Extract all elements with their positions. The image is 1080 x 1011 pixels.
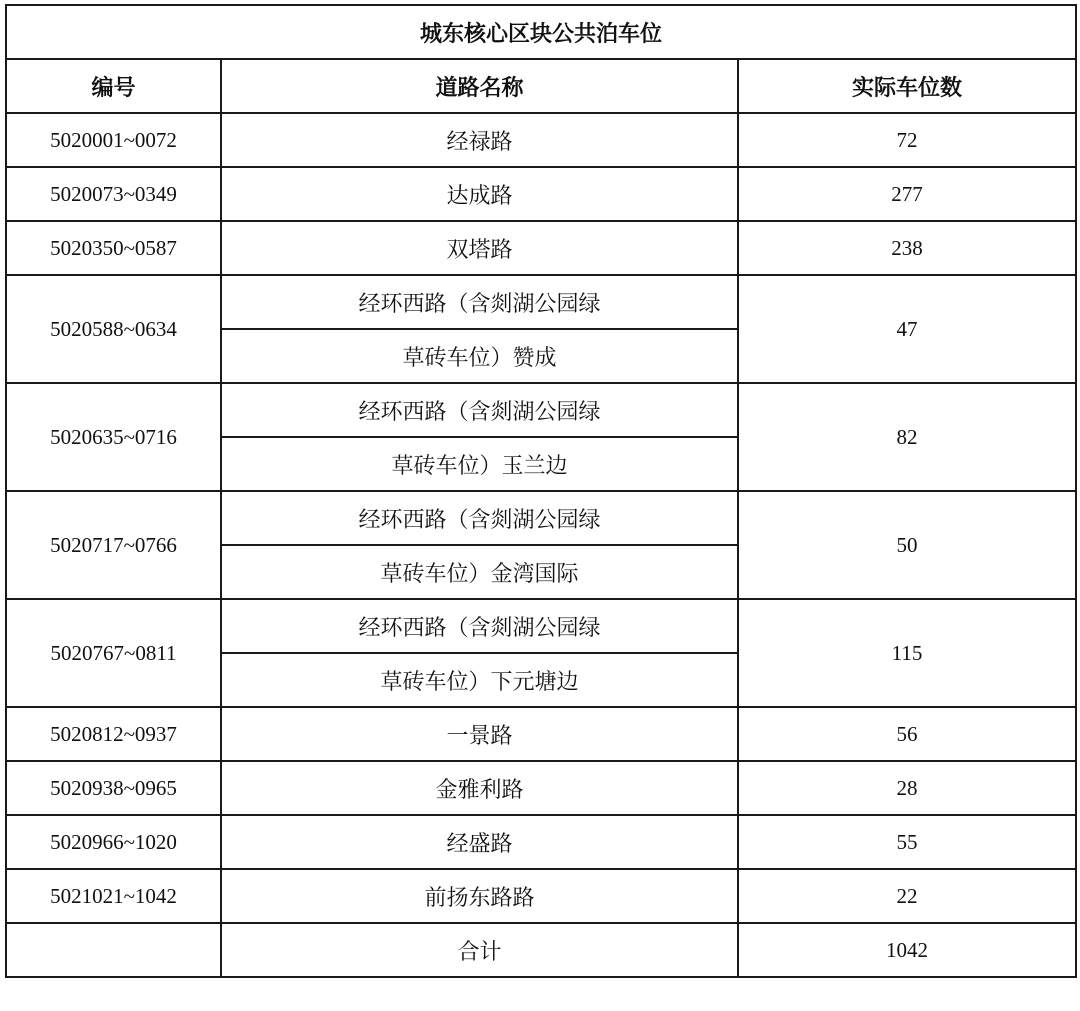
spot-code-cell: 5020588~0634 [6, 275, 221, 383]
table-row [6, 113, 1076, 167]
spot-code-cell: 5021021~1042 [6, 869, 221, 923]
road-name-cell: 经禄路 [221, 113, 738, 167]
road-name-cell: 达成路 [221, 167, 738, 221]
table-row [6, 815, 1076, 869]
spot-count-cell: 82 [738, 383, 1076, 491]
road-name-cell: 经环西路（含剡湖公园绿 [221, 383, 738, 437]
spot-count-cell: 72 [738, 113, 1076, 167]
header-row [6, 59, 1076, 113]
title-row [6, 5, 1076, 59]
total-label: 合计 [221, 923, 738, 977]
road-name-cell: 草砖车位）下元塘边 [221, 653, 738, 707]
road-name-cell: 经环西路（含剡湖公园绿 [221, 491, 738, 545]
spot-count-cell: 55 [738, 815, 1076, 869]
parking-table [5, 4, 1077, 978]
table-row [6, 707, 1076, 761]
table-row [6, 869, 1076, 923]
table-row [6, 221, 1076, 275]
spot-code-cell: 5020350~0587 [6, 221, 221, 275]
table-row [6, 491, 1076, 545]
spot-count-cell: 115 [738, 599, 1076, 707]
header-code: 编号 [6, 59, 221, 113]
table-title: 城东核心区块公共泊车位 [6, 5, 1076, 59]
header-road-name: 道路名称 [221, 59, 738, 113]
road-name-cell: 草砖车位）金湾国际 [221, 545, 738, 599]
total-count: 1042 [738, 923, 1076, 977]
road-name-cell: 前扬东路路 [221, 869, 738, 923]
spot-count-cell: 238 [738, 221, 1076, 275]
road-name-cell: 双塔路 [221, 221, 738, 275]
road-name-cell: 经环西路（含剡湖公园绿 [221, 275, 738, 329]
table-row [6, 599, 1076, 653]
spot-count-cell: 22 [738, 869, 1076, 923]
spot-count-cell: 56 [738, 707, 1076, 761]
spot-code-cell: 5020938~0965 [6, 761, 221, 815]
total-code-cell [6, 923, 221, 977]
spot-count-cell: 47 [738, 275, 1076, 383]
table-row [6, 275, 1076, 329]
table-row [6, 167, 1076, 221]
road-name-cell: 经环西路（含剡湖公园绿 [221, 599, 738, 653]
spot-count-cell: 277 [738, 167, 1076, 221]
table-row [6, 761, 1076, 815]
spot-code-cell: 5020812~0937 [6, 707, 221, 761]
spot-count-cell: 50 [738, 491, 1076, 599]
road-name-cell: 草砖车位）赞成 [221, 329, 738, 383]
spot-code-cell: 5020767~0811 [6, 599, 221, 707]
spot-code-cell: 5020717~0766 [6, 491, 221, 599]
table-body [6, 5, 1076, 977]
road-name-cell: 草砖车位）玉兰边 [221, 437, 738, 491]
road-name-cell: 一景路 [221, 707, 738, 761]
spot-code-cell: 5020001~0072 [6, 113, 221, 167]
spot-count-cell: 28 [738, 761, 1076, 815]
total-row [6, 923, 1076, 977]
road-name-cell: 金雅利路 [221, 761, 738, 815]
header-spot-count: 实际车位数 [738, 59, 1076, 113]
spot-code-cell: 5020073~0349 [6, 167, 221, 221]
spot-code-cell: 5020966~1020 [6, 815, 221, 869]
spot-code-cell: 5020635~0716 [6, 383, 221, 491]
road-name-cell: 经盛路 [221, 815, 738, 869]
table-row [6, 383, 1076, 437]
